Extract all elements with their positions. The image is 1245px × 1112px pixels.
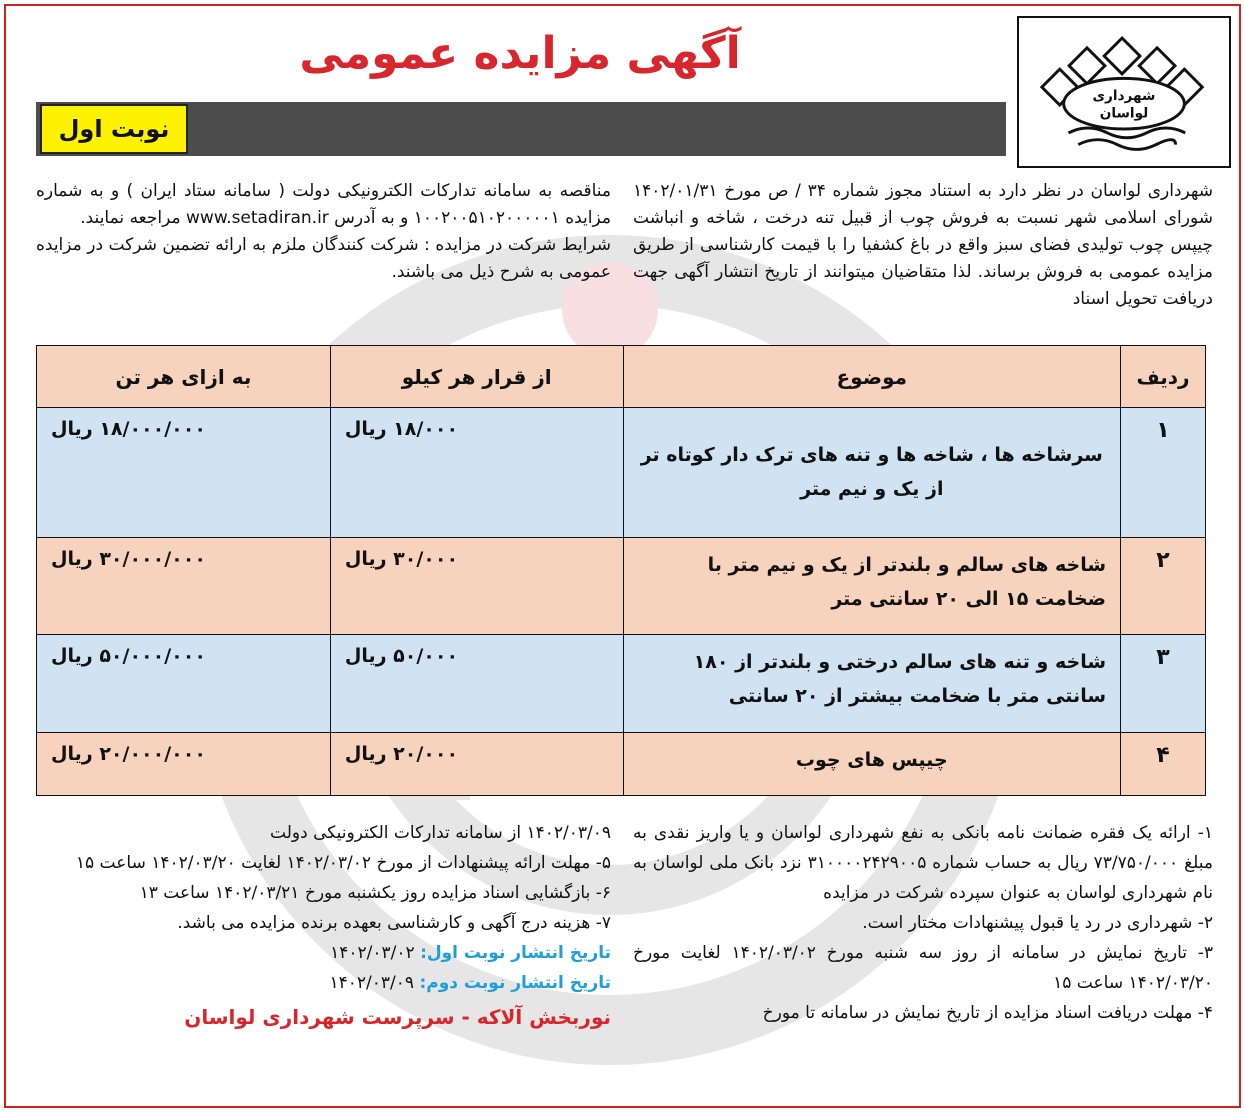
intro-left	[36, 178, 611, 286]
logo-icon	[1019, 18, 1229, 166]
table-row	[37, 408, 1206, 538]
table-header-row	[37, 346, 1206, 408]
row-price-kg: ۳۰/۰۰۰ ریال	[330, 538, 623, 635]
municipality-logo	[1017, 16, 1231, 168]
pub2-label: تاریخ انتشار نوبت دوم:	[419, 973, 611, 993]
condition-item: ۳- تاریخ نمایش در سامانه از روز سه شنبه مورخ ۱۴۰۲/۰۳/۰۲ لغایت مورخ ۱۴۰۲/۰۳/۲۰ ساعت ۱۵	[633, 943, 1213, 993]
table-row	[37, 538, 1206, 635]
row-price-kg: ۱۸/۰۰۰ ریال	[330, 408, 623, 538]
svg-text:لواسان: لواسان	[1099, 105, 1149, 122]
conditions-right	[633, 818, 1213, 1028]
row-price-ton: ۱۸/۰۰۰/۰۰۰ ریال	[37, 408, 331, 538]
row-subject: چیپس های چوب	[623, 733, 1120, 796]
intro-left-paragraph-1: مناقصه به سامانه تدارکات الکترونیکی دولت ( سامانه ستاد ایران ) و به شماره مزایده ۱۰۰۲۰۰۵۱۰۲۰۰۰۰۰۱ و به آدرس www.setadiran.ir مراجعه نمایند.	[36, 181, 611, 228]
conditions-left	[36, 818, 611, 1032]
condition-item: ۱- ارائه یک فقره ضمانت نامه بانکی به نفع شهرداری لواسان و یا واریز نقدی به مبلغ ۷۳/۷۵۰/۰۰۰ ریال به حساب شماره ۳۱۰۰۰۰۲۴۲۹۰۰۵ نزد بانک ملی لواسان به نام شهرداری لواسان به عنوان سپرده شرکت در مزایده	[633, 823, 1213, 903]
row-number: ۲	[1121, 538, 1206, 635]
issue-badge: نوبت اول	[40, 104, 188, 154]
row-number: ۴	[1121, 733, 1206, 796]
intro-right-paragraph: شهرداری لواسان در نظر دارد به استناد مجوز شماره ۳۴ / ص مورخ ۱۴۰۲/۰۱/۳۱ شورای اسلامی شهر نسبت به فروش چوب از قبیل تنه درخت ، شاخه و انباشت چیپس چوب تولیدی فضای سبز واقع در باغ کشفیا را با قیمت کارشناسی از طریق مزایده عمومی به فروش برساند. لذا متقاضیان میتوانند از تاریخ انتشار آگهی جهت دریافت تحویل اسناد	[633, 181, 1214, 309]
header-row-no: ردیف	[1121, 346, 1206, 408]
row-price-ton: ۵۰/۰۰۰/۰۰۰ ریال	[37, 635, 331, 733]
row-price-ton: ۲۰/۰۰۰/۰۰۰ ریال	[37, 733, 331, 796]
table-row	[37, 635, 1206, 733]
condition-item: ۶- بازگشایی اسناد مزایده روز یکشنبه مورخ ۱۴۰۲/۰۳/۲۱ ساعت ۱۳	[139, 883, 611, 903]
pub1-label: تاریخ انتشار نوبت اول:	[420, 943, 611, 963]
intro-left-paragraph-2: شرایط شرکت در مزایده : شرکت کنندگان ملزم به ارائه تضمین شرکت در مزایده عمومی به شرح ذیل می باشند.	[36, 235, 611, 282]
pub1-value: ۱۴۰۲/۰۳/۰۲	[330, 943, 415, 963]
header-per-kg: از قرار هر کیلو	[330, 346, 623, 408]
pub2-value: ۱۴۰۲/۰۳/۰۹	[329, 973, 415, 993]
row-subject: شاخه های سالم و بلندتر از یک و نیم متر با ضخامت ۱۵ الی ۲۰ سانتی متر	[623, 538, 1120, 635]
row-number: ۳	[1121, 635, 1206, 733]
condition-item: ۱۴۰۲/۰۳/۰۹ از سامانه تدارکات الکترونیکی دولت	[270, 823, 611, 843]
row-price-kg: ۲۰/۰۰۰ ریال	[330, 733, 623, 796]
row-price-kg: ۵۰/۰۰۰ ریال	[330, 635, 623, 733]
condition-item: ۵- مهلت ارائه پیشنهادات از مورخ ۱۴۰۲/۰۳/۰۲ لغایت ۱۴۰۲/۰۳/۲۰ ساعت ۱۵	[75, 853, 611, 873]
table-row	[37, 733, 1206, 796]
row-subject: شاخه و تنه های سالم درختی و بلندتر از ۱۸۰ سانتی متر با ضخامت بیشتر از ۲۰ سانتی	[623, 635, 1120, 733]
header-subject: موضوع	[623, 346, 1120, 408]
row-price-ton: ۳۰/۰۰۰/۰۰۰ ریال	[37, 538, 331, 635]
condition-item: ۴- مهلت دریافت اسناد مزایده از تاریخ نمایش در سامانه تا مورخ	[762, 1003, 1213, 1023]
row-subject: سرشاخه ها ، شاخه ها و تنه های ترک دار کوتاه تر از یک و نیم متر	[623, 408, 1120, 538]
condition-item: ۲- شهرداری در رد یا قبول پیشنهادات مختار است.	[862, 913, 1213, 933]
publication-date-1	[36, 938, 611, 968]
intro-right	[633, 178, 1213, 313]
condition-item: ۷- هزینه درج آگهی و کارشناسی بعهده برنده مزایده می باشد.	[177, 913, 611, 933]
row-number: ۱	[1121, 408, 1206, 538]
header-per-ton: به ازای هر تن	[37, 346, 331, 408]
signature: نوربخش آلاکه - سرپرست شهرداری لواسان	[184, 1005, 611, 1029]
svg-text:شهرداری: شهرداری	[1092, 87, 1156, 104]
publication-date-2	[36, 968, 611, 998]
page-title: آگهی مزایده عمومی	[299, 28, 741, 79]
items-table	[36, 345, 1206, 796]
